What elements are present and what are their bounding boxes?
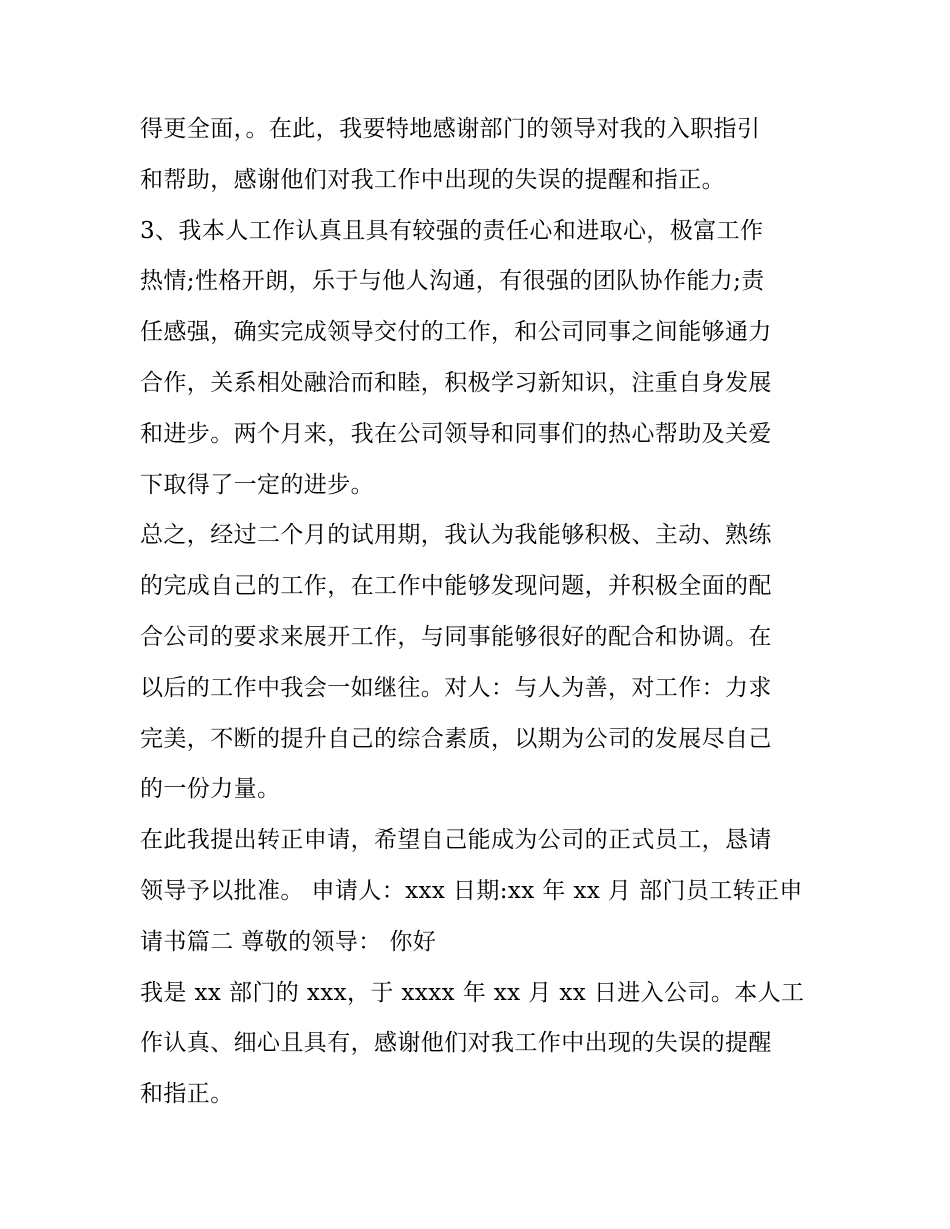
text-line: 下取得了一定的进步。 <box>140 471 374 498</box>
text-line: 以后的工作中我会一如继往。对人：与人为善，对工作：力求 <box>140 674 772 701</box>
text-line: 请书篇二 尊敬的领导： 你好 <box>140 928 437 955</box>
text-line: 作认真、细心且具有，感谢他们对我工作中出现的失误的提醒 <box>140 1030 772 1057</box>
text-line: 领导予以批准。 申请人：xxx 日期:xx 年 xx 月 部门员工转正申 <box>140 877 803 904</box>
text-line: 的完成自己的工作，在工作中能够发现问题，并积极全面的配 <box>140 573 772 600</box>
text-line: 3、我本人工作认真且具有较强的责任心和进取心，极富工作 <box>140 217 764 244</box>
document-body <box>140 104 812 1120</box>
text-line: 的一份力量。 <box>140 776 281 803</box>
text-line: 合公司的要求来展开工作，与同事能够很好的配合和协调。在 <box>140 623 772 650</box>
text-line: 在此我提出转正申请，希望自己能成为公司的正式员工，恳请 <box>140 827 772 854</box>
text-line: 和指正。 <box>140 1081 234 1108</box>
text-line: 总之，经过二个月的试用期，我认为我能够积极、主动、熟练 <box>140 522 772 549</box>
text-line: 和进步。两个月来，我在公司领导和同事们的热心帮助及关爱 <box>140 420 772 447</box>
text-line: 热情;性格开朗，乐于与他人沟通，有很强的团队协作能力;责 <box>140 268 765 295</box>
text-line: 我是 xx 部门的 xxx，于 xxxx 年 xx 月 xx 日进入公司。本人工 <box>140 979 805 1006</box>
text-line: 完美，不断的提升自己的综合素质，以期为公司的发展尽自己 <box>140 725 772 752</box>
text-line: 任感强，确实完成领导交付的工作，和公司同事之间能够通力 <box>140 319 772 346</box>
text-line: 和帮助，感谢他们对我工作中出现的失误的提醒和指正。 <box>140 166 725 193</box>
text-line: 得更全面，。在此，我要特地感谢部门的领导对我的入职指引 <box>140 116 761 142</box>
text-line: 合作，关系相处融洽而和睦，积极学习新知识，注重自身发展 <box>140 369 772 396</box>
